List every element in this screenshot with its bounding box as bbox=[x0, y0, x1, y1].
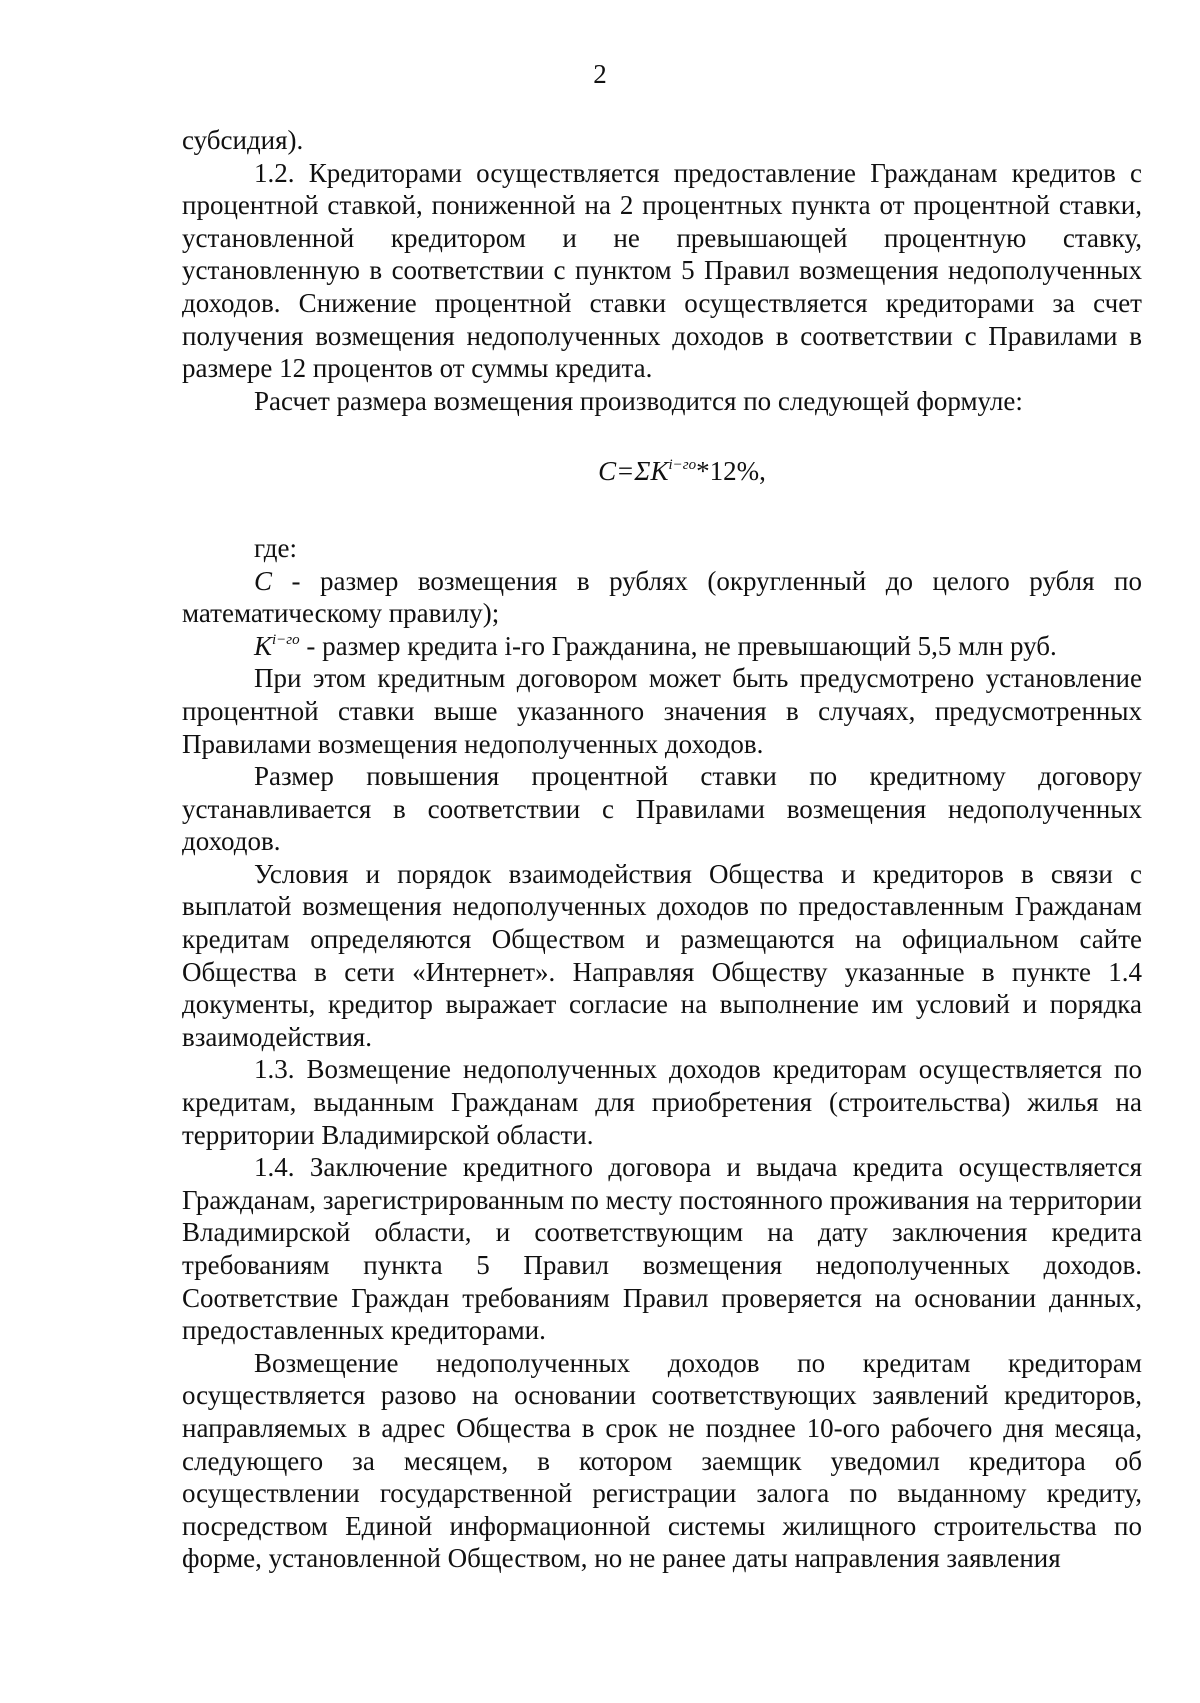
var-k-superscript: i−го bbox=[272, 631, 300, 648]
var-k bbox=[254, 631, 300, 661]
document-body bbox=[182, 124, 1142, 1575]
paragraph-formula-intro: Расчет размера возмещения производится по следующей формуле: bbox=[254, 385, 1023, 416]
var-c: C bbox=[254, 565, 273, 596]
formula bbox=[182, 455, 1142, 488]
formula-k: K bbox=[650, 456, 669, 487]
definition-k-text: - размер кредита i-го Гражданина, не превышающий 5,5 млн руб. bbox=[299, 630, 1057, 661]
definition-c-text: - размер возмещения в рублях (округленный до целого рубля по математическому правилу); bbox=[182, 565, 1142, 629]
formula-sigma: Σ bbox=[634, 456, 651, 487]
where-label: где: bbox=[254, 532, 297, 563]
paragraph-rate-increase-size: Размер повышения процентной ставки по кредитному договору устанавливается в соответствии с Правилами возмещения недополученных доходов. bbox=[182, 761, 1142, 857]
paragraph-interaction-terms: Условия и порядок взаимодействия Общества и кредиторов в связи с выплатой возмещения недополученных доходов по предоставленным Гражданам кредитам определяются Обществом и размещаются на официальном сайте Общества в сети «Интернет». Направляя Обществу указанные в пункте 1.4 документы, кредитор выражает согласие на выполнение им условий и порядка взаимодействия. bbox=[182, 858, 1142, 1052]
paragraph-1-2: 1.2. Кредиторами осуществляется предоставление Гражданам кредитов с процентной ставкой, пониженной на 2 процентных пункта от процентной ставки, установленной кредитором и не превышающей процентную ставку, установленную в соответствии с пунктом 5 Правил возмещения недополученных доходов. Снижение процентной ставки осуществляется кредиторами за счет получения возмещения недополученных доходов в соответствии с Правилами в размере 12 процентов от суммы кредита. bbox=[182, 157, 1142, 384]
formula-k-superscript: i−го bbox=[668, 457, 697, 474]
definition-c bbox=[182, 565, 1142, 630]
page-number: 2 bbox=[593, 59, 607, 89]
paragraph-reimbursement: Возмещение недополученных доходов по кредитам кредиторам осуществляется разово на основании соответствующих заявлений кредиторов, направляемых в адрес Общества в срок не позднее 10-ого рабочего дня месяца, следующего за месяцем, в котором заемщик уведомил кредитора об осуществлении государственной регистрации залога по выданному кредиту, посредством Единой информационной системы жилищного строительства по форме, установленной Обществом, но не ранее даты направления заявления bbox=[182, 1347, 1142, 1574]
paragraph-rate-increase-possible: При этом кредитным договором может быть предусмотрено установление процентной ставки выше указанного значения в случаях, предусмотренных Правилами возмещения недополученных доходов. bbox=[182, 663, 1142, 759]
formula-tail: *12%, bbox=[696, 456, 766, 487]
definition-k bbox=[182, 630, 1142, 663]
paragraph-continuation: субсидия). bbox=[182, 125, 304, 155]
paragraph-1-4: 1.4. Заключение кредитного договора и выдача кредита осуществляется Гражданам, зарегистрированным по месту постоянного проживания на территории Владимирской области, и соответствующим на дату заключения кредита требованиям пункта 5 Правил возмещения недополученных доходов. Соответствие Граждан требованиям Правил проверяется на основании данных, предоставленных кредиторами. bbox=[182, 1152, 1142, 1346]
paragraph-1-3: 1.3. Возмещение недополученных доходов кредиторам осуществляется по кредитам, выданным Гражданам для приобретения (строительства) жилья на территории Владимирской области. bbox=[182, 1054, 1142, 1150]
formula-lhs: C bbox=[598, 456, 617, 487]
var-k-letter: K bbox=[254, 630, 273, 661]
formula-eq: = bbox=[616, 456, 635, 487]
